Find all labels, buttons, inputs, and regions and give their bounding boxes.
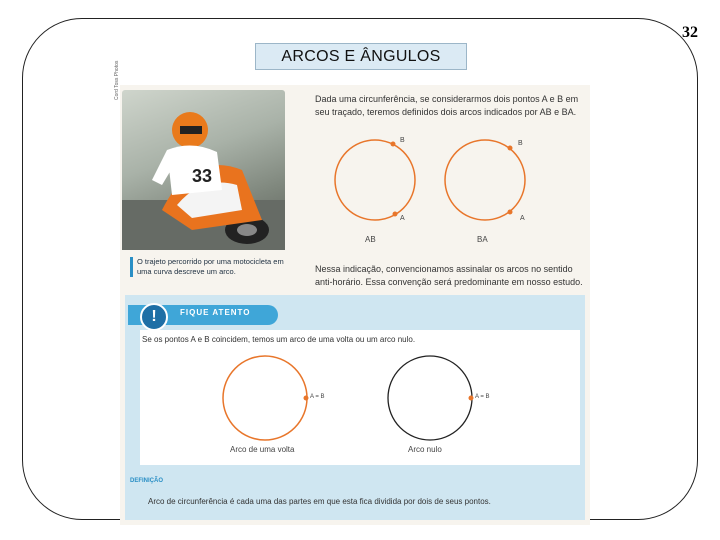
full-turn-point-label: A = B <box>310 394 325 400</box>
arc2-bottom-label: A <box>520 215 525 222</box>
exclamation-icon: ! <box>140 303 168 331</box>
full-turn-point <box>304 396 309 401</box>
svg-text:33: 33 <box>192 166 213 186</box>
arc-ba-point-top <box>508 146 513 151</box>
motorcycle-illustration <box>122 90 285 250</box>
arc1-name: AB <box>365 235 376 244</box>
arc-ba-circle <box>445 140 525 220</box>
definition-header: DEFINIÇÃO <box>130 478 163 484</box>
full-and-null-arcs <box>210 353 510 453</box>
slide-title: ARCOS E ÂNGULOS <box>255 43 467 70</box>
arc-ab-point-top <box>391 142 396 147</box>
full-turn-circle <box>223 356 307 440</box>
arc-ba-point-bottom <box>508 210 513 215</box>
arc2-name: BA <box>477 235 488 244</box>
intro-text: Dada uma circunferência, se considerarmos dois pontos A e B em seu traçado, teremos definidos dois arcos indicados por AB e BA. <box>315 94 579 117</box>
page-number: 32 <box>682 24 698 41</box>
null-arc-circle <box>388 356 472 440</box>
arc1-bottom-label: A <box>400 215 405 222</box>
arc-ab-point-bottom <box>393 212 398 217</box>
convention-text: Nessa indicação, convencionamos assinalar os arcos no sentido anti-horário. Essa convenção será predominante em nosso estudo. <box>315 264 583 287</box>
null-arc-point-label: A = B <box>475 394 490 400</box>
note-title: FIQUE ATENTO <box>180 308 251 317</box>
arc1-top-label: B <box>400 137 405 144</box>
definition-text: Arco de circunferência é cada uma das partes em que esta fica dividida por dois de seus pontos. <box>148 497 491 506</box>
note-text: Se os pontos A e B coincidem, temos um arco de uma volta ou um arco nulo. <box>142 335 416 344</box>
motorcycle-photo <box>114 60 285 250</box>
null-arc-caption: Arco nulo <box>408 445 442 454</box>
arc-ab-circle <box>335 140 415 220</box>
arcs-diagram <box>315 130 585 250</box>
full-turn-caption: Arco de uma volta <box>230 445 295 454</box>
arc2-top-label: B <box>518 140 523 147</box>
photo-caption: O trajeto percorrido por uma motocicleta em uma curva descreve um arco. <box>130 257 289 277</box>
null-arc-point <box>469 396 474 401</box>
textbook-scan <box>114 60 590 525</box>
photo-credit: Cord Toss Photos <box>114 60 120 100</box>
